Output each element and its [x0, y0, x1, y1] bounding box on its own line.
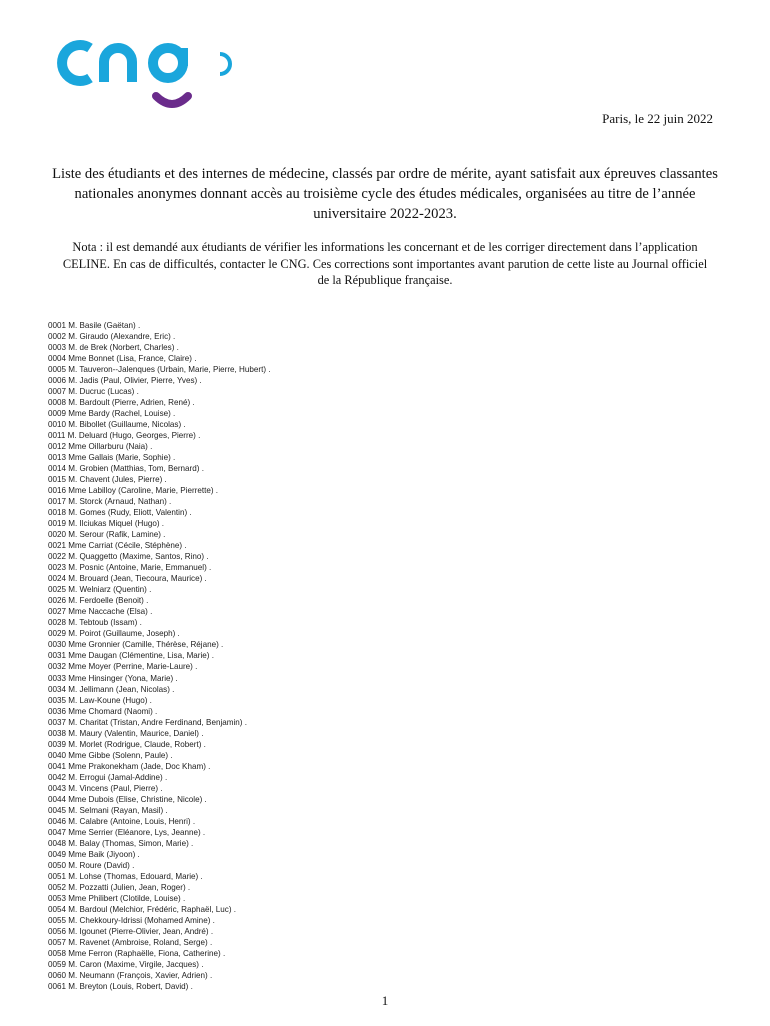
list-item: 0052 M. Pozzatti (Julien, Jean, Roger) . — [48, 882, 191, 892]
document-title: Liste des étudiants et des internes de médecine, classés par ordre de mérite, ayant satisfait aux épreuves classantes nationales anonymes donnant accès au troisième cycle des études médicales, organisées au titre de l’année universitaire 2022-2023. — [52, 166, 718, 222]
list-item: 0060 M. Neumann (François, Xavier, Adrien) . — [48, 970, 213, 980]
list-item: 0037 M. Charitat (Tristan, Andre Ferdinand, Benjamin) . — [48, 717, 247, 727]
list-item: 0004 Mme Bonnet (Lisa, France, Claire) . — [48, 354, 197, 364]
list-item: 0026 M. Ferdoelle (Benoit) . — [48, 596, 149, 606]
list-item: 0014 M. Grobien (Matthias, Tom, Bernard) . — [48, 464, 204, 474]
list-item: 0003 M. de Brek (Norbert, Charles) . — [48, 343, 179, 353]
list-item: 0056 M. Igounet (Pierre-Olivier, Jean, André) . — [48, 926, 214, 936]
list-item: 0041 Mme Prakonekham (Jade, Doc Kham) . — [48, 761, 211, 771]
list-item: 0010 M. Bibollet (Guillaume, Nicolas) . — [48, 420, 186, 430]
list-item: 0043 M. Vincens (Paul, Pierre) . — [48, 783, 163, 793]
list-item: 0011 M. Deluard (Hugo, Georges, Pierre) . — [48, 431, 201, 441]
list-item: 0054 M. Bardoul (Melchior, Frédéric, Raphaël, Luc) . — [48, 904, 237, 914]
list-item: 0055 M. Chekkoury-Idrissi (Mohamed Amine) . — [48, 915, 215, 925]
list-item: 0034 M. Jellimann (Jean, Nicolas) . — [48, 684, 175, 694]
list-item: 0002 M. Giraudo (Alexandre, Eric) . — [48, 332, 176, 342]
list-item: 0046 M. Calabre (Antoine, Louis, Henri) . — [48, 816, 196, 826]
list-item: 0049 Mme Baik (Jiyoon) . — [48, 849, 140, 859]
list-item: 0023 M. Posnic (Antoine, Marie, Emmanuel) . — [48, 563, 212, 573]
list-item: 0036 Mme Chomard (Naomi) . — [48, 706, 158, 716]
list-item: 0024 M. Brouard (Jean, Tiecoura, Maurice) . — [48, 574, 207, 584]
list-item: 0017 M. Storck (Arnaud, Nathan) . — [48, 497, 172, 507]
list-item: 0059 M. Caron (Maxime, Virgile, Jacques) . — [48, 959, 204, 969]
list-item: 0013 Mme Gallais (Marie, Sophie) . — [48, 453, 176, 463]
list-item: 0006 M. Jadis (Paul, Olivier, Pierre, Yves) . — [48, 376, 202, 386]
list-item: 0031 Mme Daugan (Clémentine, Lisa, Marie) . — [48, 651, 214, 661]
list-item: 0015 M. Chavent (Jules, Pierre) . — [48, 475, 167, 485]
nota-paragraph: Nota : il est demandé aux étudiants de vérifier les informations les concernant et de les corriger directement dans l’application CELINE. En cas de difficultés, contacter le CNG. Ces corrections sont importantes avant parution de cette liste au Journal officiel de la République française. — [62, 240, 708, 287]
list-item: 0048 M. Balay (Thomas, Simon, Marie) . — [48, 838, 194, 848]
list-item: 0035 M. Law-Koune (Hugo) . — [48, 695, 152, 705]
list-item: 0005 M. Tauveron--Jalenques (Urbain, Marie, Pierre, Hubert) . — [48, 365, 271, 375]
list-item: 0040 Mme Gibbe (Solenn, Paule) . — [48, 750, 173, 760]
list-item: 0022 M. Quaggetto (Maxime, Santos, Rino) . — [48, 552, 209, 562]
list-item: 0058 Mme Ferron (Raphaëlle, Fiona, Catherine) . — [48, 948, 226, 958]
list-item: 0008 M. Bardoult (Pierre, Adrien, René) . — [48, 398, 195, 408]
list-item: 0001 M. Basile (Gaëtan) . — [48, 321, 141, 330]
list-item: 0016 Mme Labilloy (Caroline, Marie, Pierrette) . — [48, 486, 219, 496]
list-item: 0050 M. Roure (David) . — [48, 860, 135, 870]
list-item: 0061 M. Breyton (Louis, Robert, David) . — [48, 981, 193, 991]
list-item: 0030 Mme Gronnier (Camille, Thérèse, Réjane) . — [48, 640, 224, 650]
list-item: 0021 Mme Carriat (Cécile, Stéphène) . — [48, 541, 187, 551]
list-item: 0042 M. Errogui (Jamal-Addine) . — [48, 772, 168, 782]
list-item: 0020 M. Serour (Rafik, Lamine) . — [48, 530, 166, 540]
list-item: 0009 Mme Bardy (Rachel, Louise) . — [48, 409, 176, 419]
list-item: 0044 Mme Dubois (Elise, Christine, Nicole) . — [48, 794, 207, 804]
student-ranking-list — [48, 320, 271, 992]
list-item: 0032 Mme Moyer (Perrine, Marie-Laure) . — [48, 662, 198, 672]
list-item: 0045 M. Selmani (Rayan, Masil) . — [48, 805, 168, 815]
document-date: Paris, le 22 juin 2022 — [602, 111, 713, 126]
list-item: 0029 M. Poirot (Guillaume, Joseph) . — [48, 629, 180, 639]
list-item: 0053 Mme Philibert (Clotilde, Louise) . — [48, 893, 186, 903]
list-item: 0027 Mme Naccache (Elsa) . — [48, 607, 153, 617]
list-item: 0033 Mme Hinsinger (Yona, Marie) . — [48, 673, 178, 683]
list-item: 0038 M. Maury (Valentin, Maurice, Daniel) . — [48, 728, 204, 738]
cng-logo — [52, 38, 232, 112]
list-item: 0057 M. Ravenet (Ambroise, Roland, Serge) . — [48, 937, 213, 947]
list-item: 0012 Mme Oillarburu (Naia) . — [48, 442, 153, 452]
list-item: 0018 M. Gomes (Rudy, Eliott, Valentin) . — [48, 508, 192, 518]
list-item: 0047 Mme Serrier (Eléanore, Lys, Jeanne) . — [48, 827, 206, 837]
list-item: 0039 M. Morlet (Rodrigue, Claude, Robert) . — [48, 739, 206, 749]
list-item: 0025 M. Welniarz (Quentin) . — [48, 585, 152, 595]
list-item: 0019 M. Ilciukas Miquel (Hugo) . — [48, 519, 165, 529]
list-item: 0028 M. Tebtoub (Issam) . — [48, 618, 142, 628]
list-item: 0051 M. Lohse (Thomas, Edouard, Marie) . — [48, 871, 203, 881]
list-item: 0007 M. Ducruc (Lucas) . — [48, 387, 139, 397]
page-number: 1 — [381, 993, 389, 1008]
